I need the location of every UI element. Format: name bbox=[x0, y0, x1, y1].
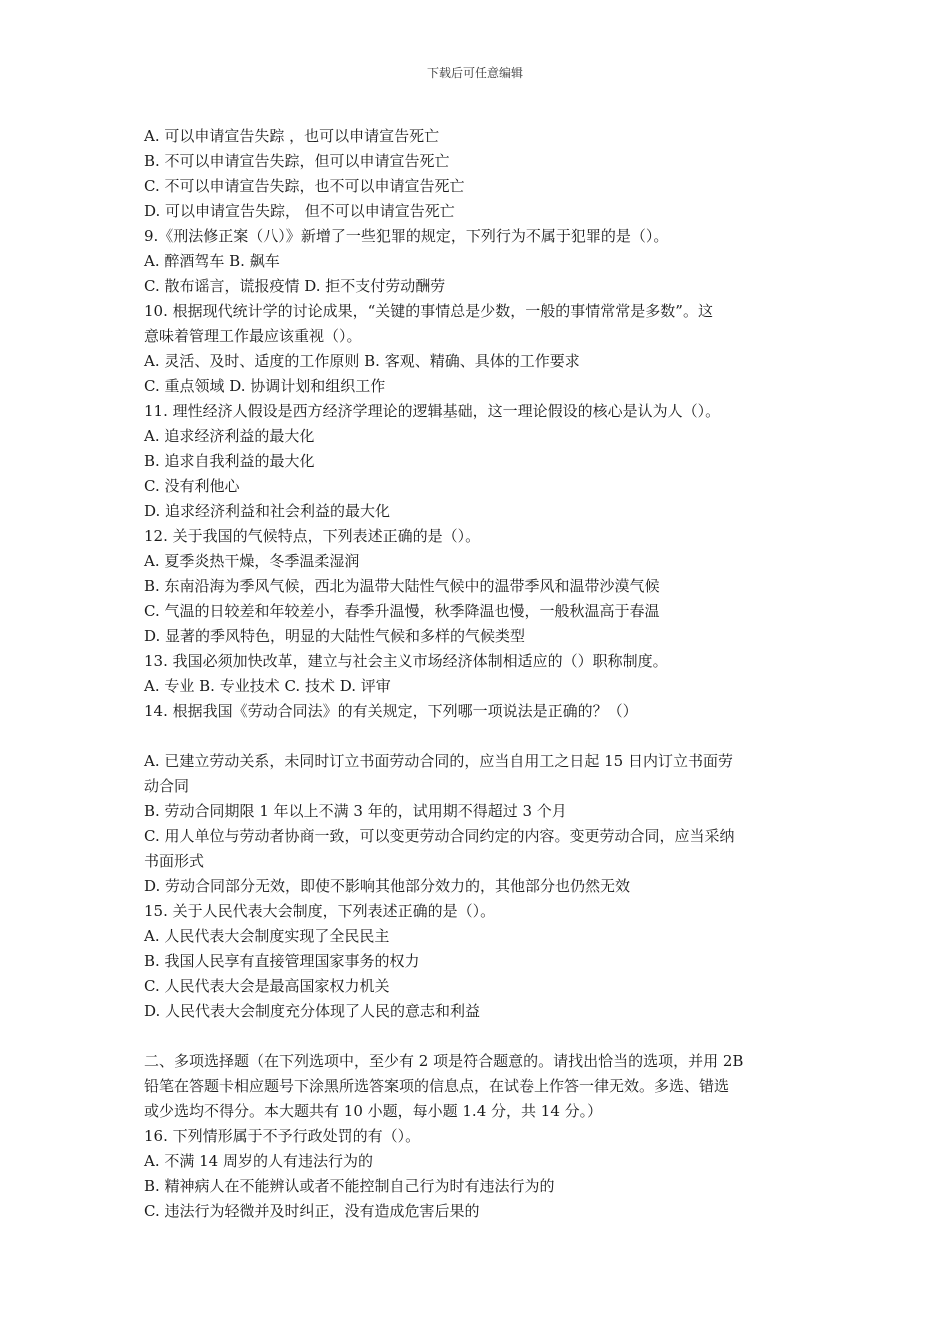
text-line: 意味着管理工作最应该重视（）。 bbox=[144, 327, 362, 345]
text-line: B. 精神病人在不能辨认或者不能控制自己行为时有违法行为的 bbox=[144, 1177, 555, 1195]
text-line: D. 可以申请宣告失踪， 但不可以申请宣告死亡 bbox=[144, 202, 455, 220]
text-line: C. 气温的日较差和年较差小，春季升温慢，秋季降温也慢，一般秋温高于春温 bbox=[144, 602, 660, 620]
text-line: D. 人民代表大会制度充分体现了人民的意志和利益 bbox=[144, 1002, 481, 1020]
text-line: D. 显著的季风特色，明显的大陆性气候和多样的气候类型 bbox=[144, 627, 526, 645]
text-line: 11. 理性经济人假设是西方经济学理论的逻辑基础，这一理论假设的核心是认为人（）。 bbox=[144, 402, 721, 420]
text-line: B. 劳动合同期限 1 年以上不满 3 年的，试用期不得超过 3 个月 bbox=[144, 802, 567, 820]
text-line: A. 不满 14 周岁的人有违法行为的 bbox=[144, 1152, 373, 1170]
page-header: 下载后可任意编辑 bbox=[426, 66, 523, 80]
text-line: A. 已建立劳动关系，未同时订立书面劳动合同的，应当自用工之日起 15 日内订立书面劳 bbox=[144, 752, 733, 770]
text-line: B. 追求自我利益的最大化 bbox=[144, 452, 315, 470]
text-line: 9.《刑法修正案（八）》新增了一些犯罪的规定，下列行为不属于犯罪的是（）。 bbox=[144, 227, 669, 245]
text-line: 二、多项选择题（在下列选项中，至少有 2 项是符合题意的。请找出恰当的选项，并用 2B bbox=[144, 1052, 744, 1070]
text-line: 14. 根据我国《劳动合同法》的有关规定，下列哪一项说法是正确的？（） bbox=[144, 702, 638, 720]
text-line: A. 可以申请宣告失踪 ，也可以申请宣告死亡 bbox=[144, 127, 440, 145]
text-line: B. 东南沿海为季风气候，西北为温带大陆性气候中的温带季风和温带沙漠气候 bbox=[144, 577, 660, 595]
text-line: C. 不可以申请宣告失踪，也不可以申请宣告死亡 bbox=[144, 177, 465, 195]
text-line: A. 夏季炎热干燥，冬季温柔湿润 bbox=[144, 552, 360, 570]
text-line: 15. 关于人民代表大会制度，下列表述正确的是（）。 bbox=[144, 902, 496, 920]
text-line: 13. 我国必须加快改革，建立与社会主义市场经济体制相适应的（）职称制度。 bbox=[144, 652, 668, 670]
document-body bbox=[144, 124, 812, 1224]
text-line: 动合同 bbox=[144, 777, 190, 795]
text-line: A. 灵活、及时、适度的工作原则 B. 客观、精确、具体的工作要求 bbox=[144, 352, 580, 370]
text-line: 铅笔在答题卡相应题号下涂黑所选答案项的信息点，在试卷上作答一律无效。多选、错选 bbox=[144, 1077, 730, 1095]
text-line: A. 追求经济利益的最大化 bbox=[144, 427, 315, 445]
text-line: A. 醉酒驾车 B. 飙车 bbox=[144, 252, 280, 270]
text-line: B. 我国人民享有直接管理国家事务的权力 bbox=[144, 952, 420, 970]
text-line: B. 不可以申请宣告失踪，但可以申请宣告死亡 bbox=[144, 152, 450, 170]
text-line: C. 用人单位与劳动者协商一致，可以变更劳动合同约定的内容。变更劳动合同，应当采纳 bbox=[144, 827, 735, 845]
text-line: 16. 下列情形属于不予行政处罚的有（）。 bbox=[144, 1127, 421, 1145]
text-line: D. 劳动合同部分无效，即使不影响其他部分效力的，其他部分也仍然无效 bbox=[144, 877, 631, 895]
text-line: C. 没有利他心 bbox=[144, 477, 240, 495]
blank-line bbox=[144, 724, 812, 749]
text-line: D. 追求经济利益和社会利益的最大化 bbox=[144, 502, 391, 520]
text-line: C. 人民代表大会是最高国家权力机关 bbox=[144, 977, 390, 995]
text-line: 12. 关于我国的气候特点，下列表述正确的是（）。 bbox=[144, 527, 481, 545]
blank-line bbox=[144, 1024, 812, 1049]
text-line: 10. 根据现代统计学的讨论成果，“关键的事情总是少数，一般的事情常常是多数”。这 bbox=[144, 302, 713, 320]
text-line: 或少选均不得分。本大题共有 10 小题，每小题 1.4 分，共 14 分。） bbox=[144, 1102, 603, 1120]
text-line: 书面形式 bbox=[144, 852, 205, 870]
text-line: C. 重点领域 D. 协调计划和组织工作 bbox=[144, 377, 386, 395]
text-line: C. 违法行为轻微并及时纠正，没有造成危害后果的 bbox=[144, 1202, 480, 1220]
text-line: C. 散布谣言，谎报疫情 D. 拒不支付劳动酬劳 bbox=[144, 277, 446, 295]
text-line: A. 专业 B. 专业技术 C. 技术 D. 评审 bbox=[144, 677, 391, 695]
text-line: A. 人民代表大会制度实现了全民民主 bbox=[144, 927, 390, 945]
